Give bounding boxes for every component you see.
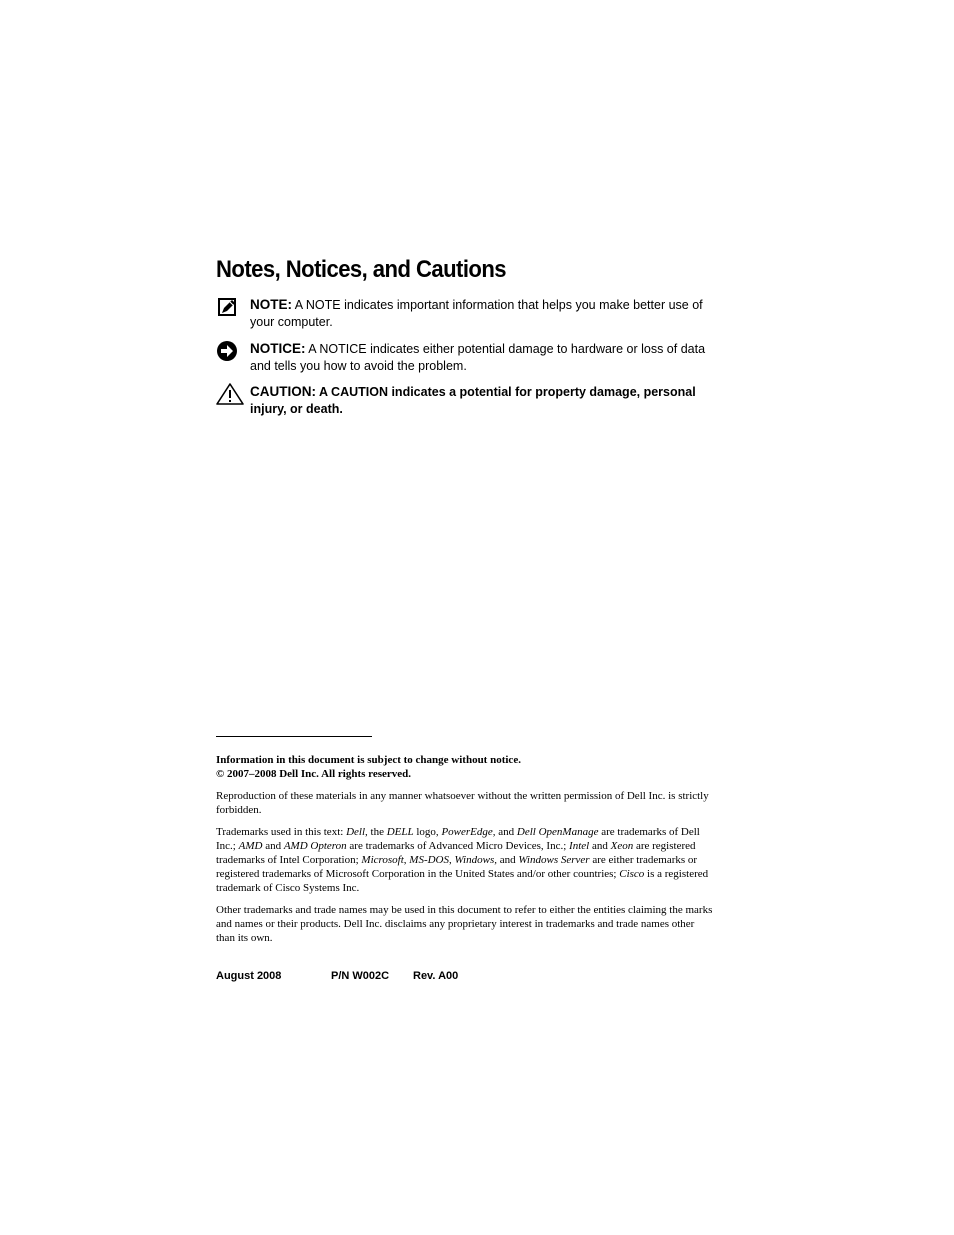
tm-dell: Dell (346, 826, 366, 838)
tm-text: are registered trademarks of Intel Corporation; (216, 840, 696, 866)
tm-text: Trademarks used in this text: (216, 826, 347, 838)
page-title: Notes, Notices, and Cautions (216, 256, 507, 283)
tm-openmanage: Dell OpenManage (516, 826, 599, 838)
tm-text: and (589, 840, 611, 852)
caution-admonition (216, 383, 716, 418)
change-notice: Information in this document is subject to change without notice. (216, 754, 521, 766)
tm-text: is a registered trademark of Cisco Systems Inc. (216, 868, 709, 894)
note-text (250, 296, 716, 331)
other-trademarks-text: Other trademarks and trade names may be used in this document to refer to either the entities claiming the marks and names or their products. Dell Inc. disclaims any proprietary interest in trademarks and trade names other than its own. (216, 904, 713, 944)
tm-text: are either trademarks or registered trademarks of Microsoft Corporation in the United States and/or other countries; (216, 854, 698, 880)
reproduction-text: Reproduction of these materials in any manner whatsoever without the written permission of Dell Inc. is strictly forbidden. (216, 790, 709, 816)
trademarks-text (216, 825, 716, 895)
tm-text: logo, (413, 826, 442, 838)
notice-text (250, 340, 716, 375)
note-label: NOTE: (250, 297, 292, 312)
tm-msdos: MS-DOS (409, 854, 449, 866)
tm-intel: Intel (569, 840, 590, 852)
trademarks-paragraph (216, 825, 716, 895)
tm-windows: Windows, (454, 854, 497, 866)
tm-cisco: Cisco (619, 868, 645, 880)
tm-xeon: Xeon (610, 840, 634, 852)
tm-text: , the (365, 826, 387, 838)
note-pencil-icon (216, 296, 244, 318)
tm-text: , (449, 854, 455, 866)
note-body: A NOTE indicates important information that helps you make better use of your computer. (250, 298, 703, 329)
notice-admonition (216, 340, 716, 375)
footer-part-number: P/N W002C (331, 970, 390, 982)
reproduction-paragraph (216, 789, 716, 817)
footnote-divider (216, 736, 372, 737)
notice-arrow-icon (216, 340, 244, 362)
notice-label: NOTICE: (250, 341, 306, 356)
footer-revision: Rev. A00 (413, 970, 459, 982)
tm-text: are trademarks of Advanced Micro Devices, Inc.; (346, 840, 570, 852)
tm-amd: AMD (238, 840, 263, 852)
notice-body: A NOTICE indicates either potential damage to hardware or loss of data and tells you how to avoid the problem. (250, 342, 706, 373)
tm-amd-opteron: AMD Opteron (283, 840, 347, 852)
tm-poweredge: PowerEdge, (441, 826, 496, 838)
copyright: © 2007–2008 Dell Inc. All rights reserved. (216, 768, 411, 780)
other-trademarks-paragraph (216, 903, 716, 945)
caution-body: A CAUTION indicates a potential for property damage, personal injury, or death. (250, 385, 696, 416)
tm-text: are trademarks of Dell Inc.; (216, 826, 700, 852)
tm-text: , (403, 854, 410, 866)
note-admonition (216, 296, 716, 331)
tm-windows-server: Windows Server (518, 854, 590, 866)
tm-text: and (262, 840, 284, 852)
caution-label: CAUTION: (250, 384, 316, 399)
caution-triangle-icon (216, 383, 244, 405)
tm-text: and (496, 854, 519, 866)
legal-notice-block (216, 753, 716, 781)
caution-text (250, 383, 716, 418)
tm-dell-logo: DELL (386, 826, 414, 838)
tm-microsoft: Microsoft (361, 854, 404, 866)
footer-date: August 2008 (216, 970, 282, 982)
tm-text: and (495, 826, 517, 838)
